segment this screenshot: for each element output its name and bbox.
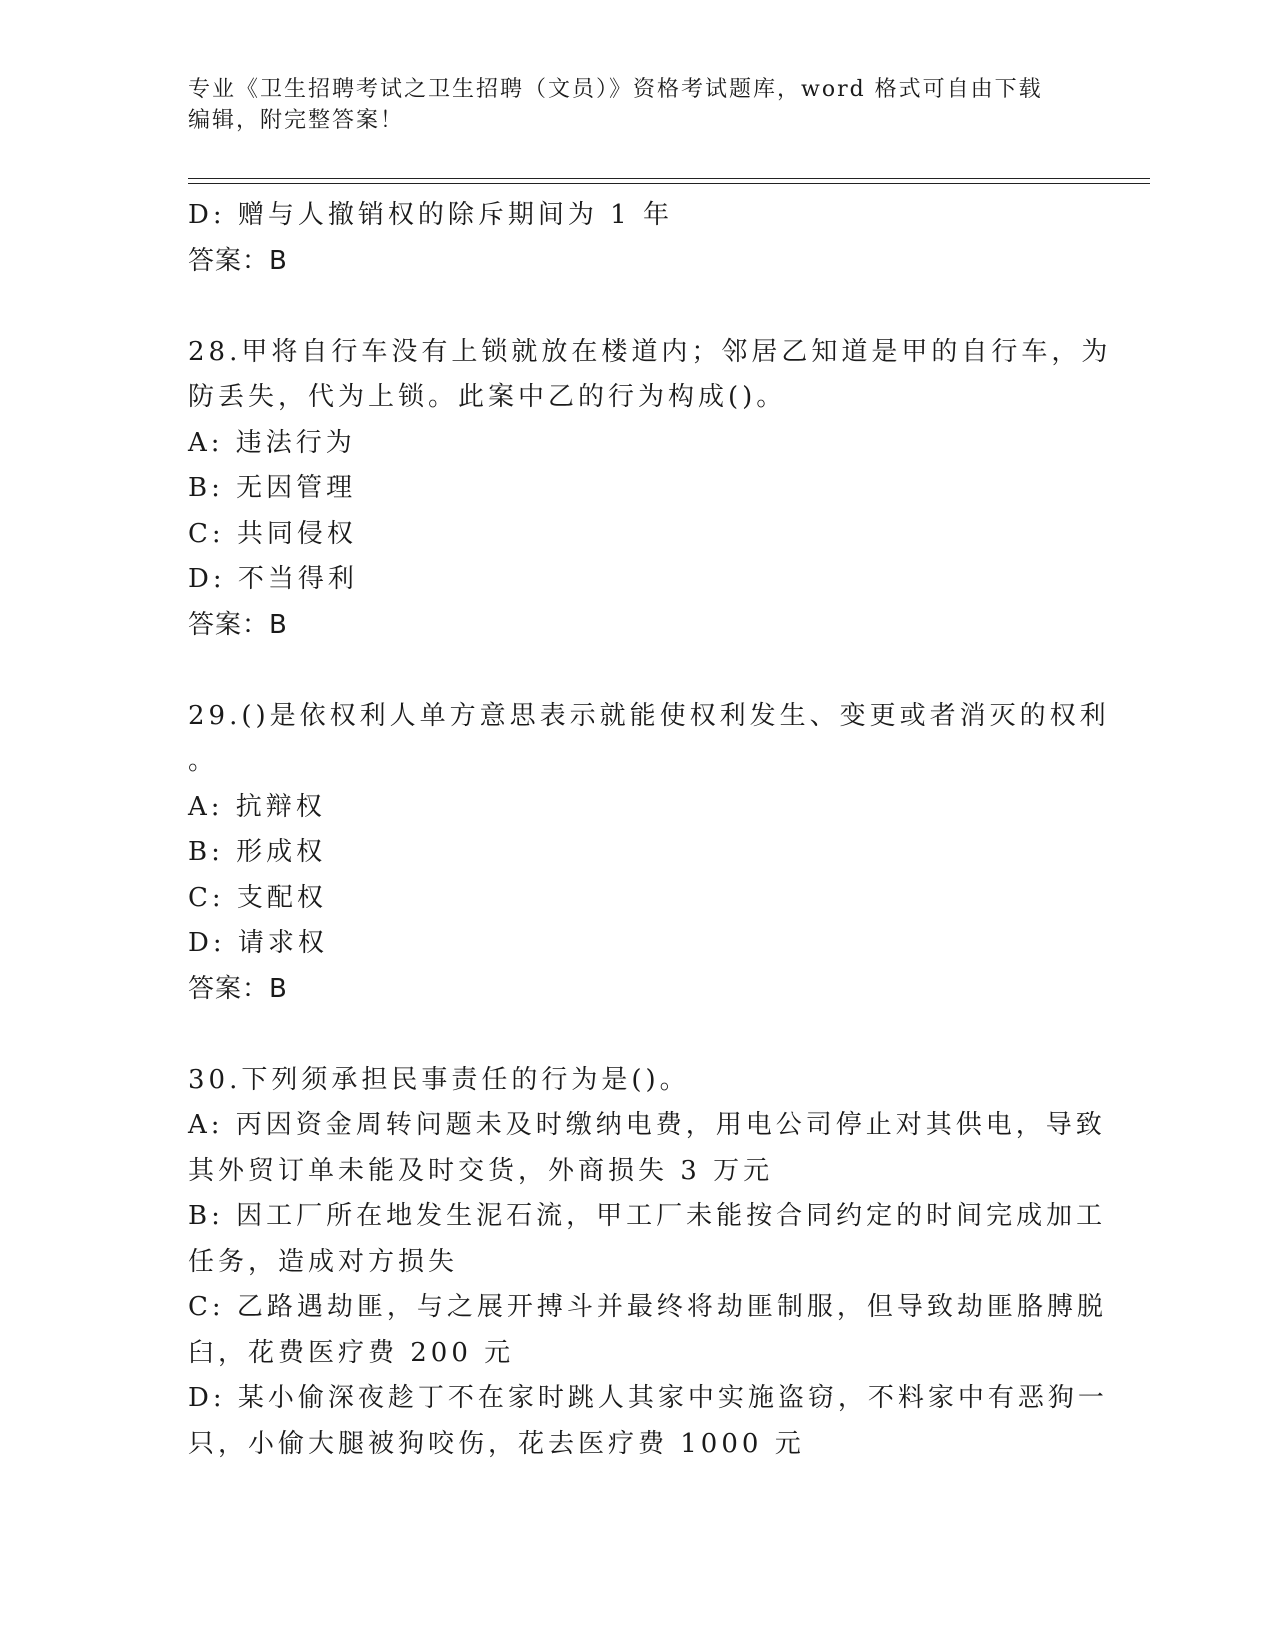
header-line-1: 专业《卫生招聘考试之卫生招聘（文员）》资格考试题库，word 格式可自由下载 [188, 77, 1043, 102]
answer-label: 答案：B [188, 609, 288, 640]
option-d: D: 请求权 [188, 928, 328, 958]
question-list [188, 193, 1112, 1467]
option-c: C: 共同侵权 [188, 518, 357, 549]
answer-label: 答案：B [188, 245, 288, 276]
option-a: A: 违法行为 [188, 427, 356, 458]
option-d-cont: 只，小偷大腿被狗咬伤，花去医疗费 1000 元 [188, 1428, 805, 1459]
option-d: D: 不当得利 [188, 564, 358, 594]
option-c-cont: 臼，花费医疗费 200 元 [188, 1337, 515, 1368]
spacer [188, 648, 1078, 694]
spacer [188, 284, 1078, 330]
option-b-cont: 任务，造成对方损失 [188, 1246, 459, 1277]
question-30 [188, 1058, 1108, 1468]
question-stem-cont: 防丢失，代为上锁。此案中乙的行为构成()。 [188, 382, 787, 412]
option-a: A: 丙因资金周转问题未及时缴纳电费，用电公司停止对其供电，导致 [188, 1110, 1106, 1140]
option-c: C: 支配权 [188, 882, 327, 913]
answer-label: 答案：B [188, 973, 288, 1004]
option-d: D: 赠与人撤销权的除斥期间为 1 年 [188, 200, 673, 230]
option-b: B: 因工厂所在地发生泥石流，甲工厂未能按合同约定的时间完成加工 [188, 1201, 1107, 1231]
question-stem: 30.下列须承担民事责任的行为是()。 [188, 1064, 690, 1095]
header-divider [188, 178, 1150, 184]
question-28 [188, 330, 1112, 649]
option-b: B: 形成权 [188, 837, 327, 867]
question-stem: 28.甲将自行车没有上锁就放在楼道内；邻居乙知道是甲的自行车，为 [188, 336, 1112, 367]
document-header [188, 74, 1088, 136]
spacer [188, 1012, 1078, 1058]
option-c: C: 乙路遇劫匪，与之展开搏斗并最终将劫匪制服，但导致劫匪胳膊脱 [188, 1292, 1107, 1322]
header-line-2: 编辑，附完整答案！ [188, 108, 405, 133]
question-stem: 29.()是依权利人单方意思表示就能使权利发生、变更或者消灭的权利 [188, 700, 1110, 731]
question-stem-cont: 。 [188, 746, 219, 776]
option-b: B: 无因管理 [188, 473, 357, 503]
question-27-tail [188, 193, 1078, 284]
option-a-cont: 其外贸订单未能及时交货，外商损失 3 万元 [188, 1155, 774, 1186]
option-d: D: 某小偷深夜趁丁不在家时跳人其家中实施盗窃，不料家中有恶狗一 [188, 1383, 1108, 1413]
option-a: A: 抗辩权 [188, 791, 326, 822]
question-29 [188, 694, 1110, 1013]
